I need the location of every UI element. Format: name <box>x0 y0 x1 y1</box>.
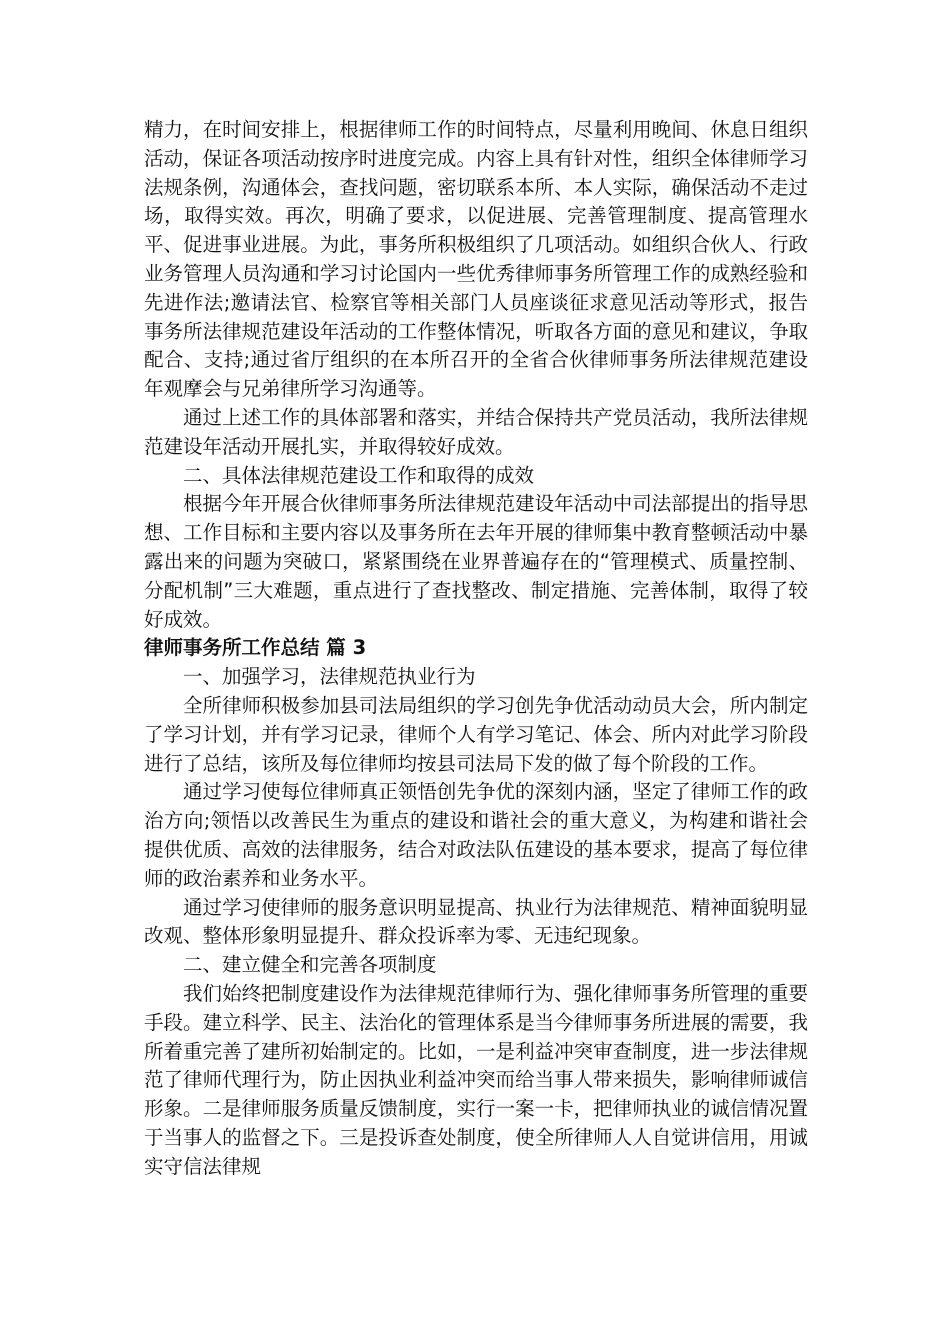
paragraph-5: 通过学习使每位律师真正领悟创先争优的深刻内涵，坚定了律师工作的政治方向;领悟以改善民生为重点的建设和谐社会的重大意义，为构建和谐社会提供优质、高效的法律服务，结合对政法队伍建设的基本要求，提高了每位律师的政治素养和业务水平。 <box>144 780 808 890</box>
section-title-2: 二、具体法律规范建设工作和取得的成效 <box>183 463 535 487</box>
document-body <box>144 116 808 1181</box>
paragraph-4: 全所律师积极参加县司法局组织的学习创先争优活动动员大会，所内制定了学习计划，并有学习记录，律师个人有学习笔记、体会、所内对此学习阶段进行了总结，该所及每位律师均按县司法局下发的做了每个阶段的工作。 <box>144 693 808 775</box>
section-title-2b: 二、建立健全和完善各项制度 <box>183 953 437 977</box>
paragraph-2: 通过上述工作的具体部署和落实，并结合保持共产党员活动，我所法律规范建设年活动开展扎实，并取得较好成效。 <box>144 405 808 458</box>
article-heading: 律师事务所工作总结 篇 3 <box>144 636 367 660</box>
section-title-1: 一、加强学习，法律规范执业行为 <box>183 665 476 689</box>
paragraph-3: 根据今年开展合伙律师事务所法律规范建设年活动中司法部提出的指导思想、工作目标和主要内容以及事务所在去年开展的律师集中教育整顿活动中暴露出来的问题为突破口，紧紧围绕在业界普遍存在的“管理模式、质量控制、分配机制”三大难题，重点进行了查找整改、制定措施、完善体制，取得了较好成效。 <box>144 492 808 631</box>
paragraph-1: 精力，在时间安排上，根据律师工作的时间特点，尽量利用晚间、休息日组织活动，保证各项活动按序时进度完成。内容上具有针对性，组织全体律师学习法规条例，沟通体会，查找问题，密切联系本所、本人实际，确保活动不走过场，取得实效。再次，明确了要求，以促进展、完善管理制度、提高管理水平、促进事业进展。为此，事务所积极组织了几项活动。如组织合伙人、行政业务管理人员沟通和学习讨论国内一些优秀律师事务所管理工作的成熟经验和先进作法;邀请法官、检察官等相关部门人员座谈征求意见活动等形式，报告事务所法律规范建设年活动的工作整体情况，听取各方面的意见和建议，争取配合、支持;通过省厅组织的在本所召开的全省合伙律师事务所法律规范建设年观摩会与兄弟律所学习沟通等。 <box>144 118 808 401</box>
paragraph-6: 通过学习使律师的服务意识明显提高、执业行为法律规范、精神面貌明显改观、整体形象明显提升、群众投诉率为零、无违纪现象。 <box>144 895 808 948</box>
paragraph-7: 我们始终把制度建设作为法律规范律师行为、强化律师事务所管理的重要手段。建立科学、民主、法治化的管理体系是当今律师事务所进展的需要，我所着重完善了建所初始制定的。比如，一是利益冲突审查制度，进一步法律规范了律师代理行为，防止因执业利益冲突而给当事人带来损失，影响律师诚信形象。二是律师服务质量反馈制度，实行一案一卡，把律师执业的诚信情况置于当事人的监督之下。三是投诉查处制度，使全所律师人人自觉讲信用，用诚实守信法律规 <box>144 981 808 1178</box>
